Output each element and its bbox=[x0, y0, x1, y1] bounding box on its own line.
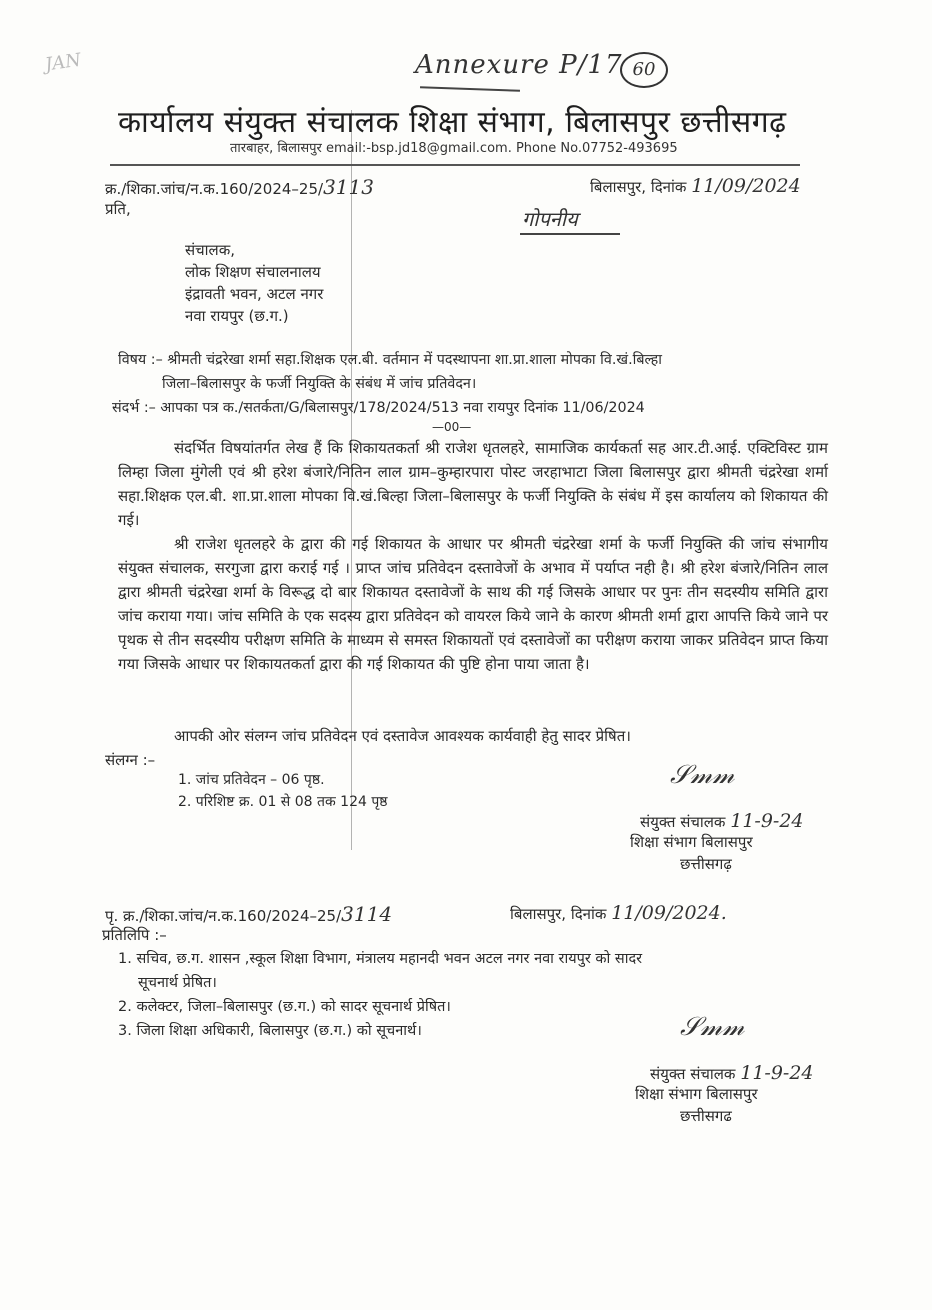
signature-scribble-icon: 𝒮𝓂𝓂 bbox=[680, 1012, 745, 1042]
signature-date: 11-9-24 bbox=[730, 810, 804, 832]
top-left-mark: JAN bbox=[43, 49, 83, 76]
letterhead-title: कार्यालय संयुक्त संचालक शिक्षा संभाग, बिलासपुर छत्तीसगढ़ bbox=[118, 105, 787, 140]
enclosure-item: 2. परिशिष्ट क्र. 01 से 08 तक 124 पृष्ठ bbox=[178, 794, 388, 810]
signature-scribble-icon: 𝒮𝓂𝓂 bbox=[670, 760, 735, 790]
enclosure-item: 1. जांच प्रतिवेदन – 06 पृष्ठ. bbox=[178, 772, 325, 788]
copy-date-handwritten: 11/09/2024. bbox=[611, 902, 727, 924]
signature-office: शिक्षा संभाग बिलासपुर bbox=[635, 1085, 758, 1103]
ref-number-handwritten: 3113 bbox=[323, 175, 374, 199]
signature-state: छत्तीसगढ़ bbox=[680, 855, 732, 873]
copy-ref-handwritten: 3114 bbox=[341, 902, 393, 926]
reference-line: संदर्भ :– आपका पत्र क./सतर्कता/G/बिलासपुर/178/2024/513 नवा रायपुर दिनांक 11/06/2024 bbox=[112, 400, 645, 416]
signature-office: शिक्षा संभाग बिलासपुर bbox=[630, 833, 753, 851]
page-number-circled: 60 bbox=[620, 52, 668, 88]
copy-date bbox=[510, 902, 727, 924]
recipient-line: इंद्रावती भवन, अटल नगर bbox=[185, 285, 324, 303]
paragraph-1: संदर्भित विषयांतर्गत लेख हैं कि शिकायतकर्ता श्री राजेश धृतलहरे, सामाजिक कार्यकर्ता सह आर.टी.आई. एक्टिविस्ट ग्राम लिम्हा जिला मुंगेली एवं श्री हरेश बंजारे/नितिन लाल ग्राम–कुम्हारपारा पोस्ट जरहाभाटा जिला बिलासपुर द्वारा श्रीमती चंद्ररेखा शर्मा सहा.शिक्षक एल.बी. शा.प्रा.शाला मोपका वि.खं.बिल्हा जिला–बिलासपुर के फर्जी नियुक्ति के संबंध में इस कार्यालय को शिकायत की गई। bbox=[118, 439, 828, 529]
copy-ref-printed: पृ. क्र./शिका.जांच/न.क.160/2024–25/ bbox=[105, 907, 342, 925]
place-date-label: बिलासपुर, दिनांक bbox=[590, 178, 687, 196]
designation-text: संयुक्त संचालक bbox=[640, 813, 726, 831]
signature-designation bbox=[640, 810, 804, 832]
letter-date bbox=[590, 175, 801, 197]
signature-state: छत्तीसगढ bbox=[680, 1107, 732, 1125]
confidential-underline bbox=[520, 233, 620, 235]
designation-text: संयुक्त संचालक bbox=[650, 1065, 736, 1083]
copy-item: 2. कलेक्टर, जिला–बिलासपुर (छ.ग.) को सादर सूचनार्थ प्रेषित। bbox=[118, 999, 451, 1015]
paragraph-3: आपकी ओर संलग्न जांच प्रतिवेदन एवं दस्तावेज आवश्यक कार्यवाही हेतु सादर प्रेषित। bbox=[174, 727, 631, 745]
copy-item: 1. सचिव, छ.ग. शासन ,स्कूल शिक्षा विभाग, मंत्रालय महानदी भवन अटल नगर नवा रायपुर को सादर bbox=[118, 951, 643, 967]
letterhead-rule bbox=[110, 164, 800, 166]
copy-place-date-label: बिलासपुर, दिनांक bbox=[510, 905, 607, 923]
signature-designation bbox=[650, 1062, 814, 1084]
letterhead-address: तारबाहर, बिलासपुर email:-bsp.jd18@gmail.com. Phone No.07752-493695 bbox=[230, 141, 678, 156]
annexure-handwritten: Annexure P/17 bbox=[415, 50, 623, 80]
signature-date: 11-9-24 bbox=[740, 1062, 814, 1084]
recipient-line: लोक शिक्षण संचालनालय bbox=[185, 263, 321, 281]
ref-number-printed: क्र./शिका.जांच/न.क.160/2024–25/ bbox=[105, 180, 324, 198]
copy-ref-number bbox=[105, 902, 392, 926]
recipient-line: नवा रायपुर (छ.ग.) bbox=[185, 307, 289, 325]
recipient-line: संचालक, bbox=[185, 241, 236, 259]
paragraph-2: श्री राजेश धृतलहरे के द्वारा की गई शिकायत के आधार पर श्रीमती चंद्ररेखा शर्मा के फर्जी नियुक्ति की जांच संभागीय संयुक्त संचालक, सरगुजा द्वारा कराई गई । प्राप्त जांच प्रतिवेदन दस्तावेजों के अभाव में पर्याप्त नही है। श्री हरेश बंजारे/नितिन लाल द्वारा श्रीमती चंद्ररेखा शर्मा के विरूद्ध दो बार शिकायत दस्तावेजों के साथ की गई जिसके आधार पर पुनः तीन सदस्यीय समिति द्वारा जांच कराया गया। जांच समिति के एक सदस्य द्वारा प्रतिवेदन को वायरल किये जाने के कारण श्रीमती शर्मा द्वारा आपत्ति किये जाने पर पृथक से तीन सदस्यीय परीक्षण समिति के माध्यम से समस्त शिकायतों एवं दस्तावेजों का परीक्षण कराया जाकर प्रतिवेदन प्राप्त किया गया जिसके आधार पर शिकायतकर्ता द्वारा की गई शिकायत की पुष्टि होना पाया जाता है। bbox=[118, 535, 828, 673]
date-handwritten: 11/09/2024 bbox=[691, 175, 801, 197]
subject-line-1: विषय :– श्रीमती चंद्ररेखा शर्मा सहा.शिक्षक एल.बी. वर्तमान में पदस्थापना शा.प्रा.शाला मोपका वि.खं.बिल्हा bbox=[118, 352, 662, 368]
confidential-stamp: गोपनीय bbox=[522, 207, 578, 231]
subject-line-2: जिला–बिलासपुर के फर्जी नियुक्ति के संबंध में जांच प्रतिवेदन। bbox=[162, 376, 477, 392]
enclosure-label: संलग्न :– bbox=[105, 751, 156, 769]
separator: —00— bbox=[432, 420, 472, 434]
annexure-underline bbox=[420, 86, 520, 91]
copy-label: प्रतिलिपि :– bbox=[102, 926, 167, 944]
copy-item-continuation: सूचनार्थ प्रेषित। bbox=[138, 975, 217, 991]
to-label: प्रति, bbox=[105, 200, 131, 218]
copy-item: 3. जिला शिक्षा अधिकारी, बिलासपुर (छ.ग.) को सूचनार्थ। bbox=[118, 1023, 422, 1039]
letter-ref-number bbox=[105, 175, 374, 199]
